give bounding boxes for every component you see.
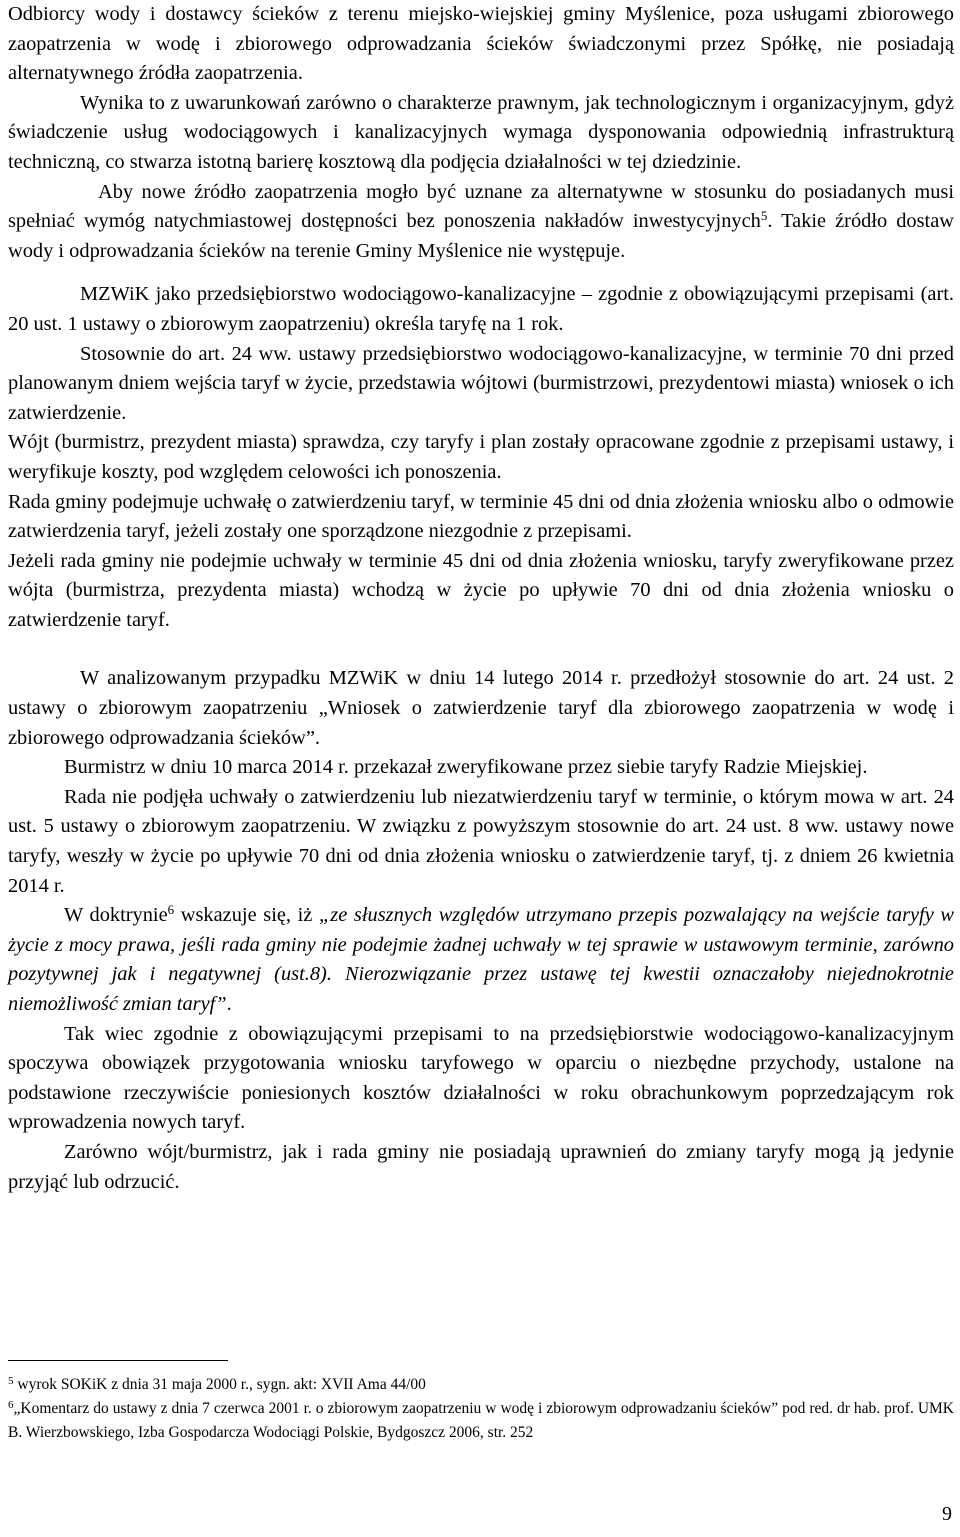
paragraph-11: Rada nie podjęła uchwały o zatwierdzeniu lub niezatwierdzeniu taryf w terminie, o którym mowa w art. 24 ust. 5 ustawy o zbiorowym zaopatrzeniu. W związku z powyższym stosownie do art. 24 ust. 8 ww. ustawy nowe taryfy, weszły w życie po upływie 70 dni od dnia złożenia wniosku o zatwierdzenie taryf, tj. z dniem 26 kwietnia 2014 r.: [8, 785, 954, 897]
paragraph-9: W analizowanym przypadku MZWiK w dniu 14 lutego 2014 r. przedłożył stosownie do art. 24 ust. 2 ustawy o zbiorowym zaopatrzeniu „Wniosek o zatwierdzenie taryf dla zbiorowego zaopatrzenia w wodę i zbiorowego odprowadzania ścieków”.: [8, 667, 954, 749]
footnote-5-text: wyrok SOKiK z dnia 31 maja 2000 r., sygn. akt: XVII Ama 44/00: [13, 1376, 426, 1393]
document-body: [8, 0, 954, 1197]
paragraph-14: Zarówno wójt/burmistrz, jak i rada gminy nie posiadają uprawnień do zmiany taryfy mogą ją jedynie przyjąć lub odrzucić.: [8, 1140, 954, 1193]
footnote-6: [8, 1397, 954, 1445]
footnote-separator: [8, 1360, 228, 1361]
paragraph-5: Stosownie do art. 24 ww. ustawy przedsiębiorstwo wodociągowo-kanalizacyjne, w terminie 70 dni przed planowanym dniem wejścia taryf w życie, przedstawia wójtowi (burmistrzowi, prezydentowi miasta) wniosek o ich zatwierdzenie.: [8, 342, 954, 424]
doctrine-quote: „ze słusznych względów utrzymano przepis pozwalający na wejście taryfy w życie z mocy prawa, jeśli rada gminy nie podejmie żadnej uchwały w tej sprawie w ustawowym terminie, zarówno pozytywnej jak i negatywnej (ust.8). Nierozwiązanie przez ustawę tej kwestii oznaczałoby niejednokrotnie niemożliwość zmian taryf”: [8, 904, 954, 1015]
paragraph-8: Jeżeli rada gminy nie podejmie uchwały w terminie 45 dni od dnia złożenia wniosku, taryfy zweryfikowane przez wójta (burmistrza, prezydenta miasta) wchodzą w życie po upływie 70 dni od dnia złożenia wniosku o zatwierdzenie taryf.: [8, 549, 954, 631]
paragraph-1: Odbiorcy wody i dostawcy ścieków z terenu miejsko-wiejskiej gminy Myślenice, poza usługami zbiorowego zaopatrzenia w wodę i zbiorowego odprowadzania ścieków świadczonymi przez Spółkę, nie posiadają alternatywnego źródła zaopatrzenia.: [8, 3, 954, 85]
footnote-5: [8, 1373, 954, 1397]
footnote-ref-5: 5: [760, 208, 768, 224]
paragraph-10: Burmistrz w dniu 10 marca 2014 r. przekazał zweryfikowane przez siebie taryfy Radzie Miejskiej.: [64, 756, 868, 779]
paragraph-12-text-a: W doktrynie: [64, 904, 168, 927]
footnote-6-mark: 6: [8, 1399, 14, 1411]
paragraph-6: Wójt (burmistrz, prezydent miasta) sprawdza, czy taryfy i plan zostały opracowane zgodnie z przepisami ustawy, i weryfikuje koszty, pod względem celowości ich ponoszenia.: [8, 431, 954, 483]
paragraph-12: [8, 901, 954, 1019]
paragraph-3: [8, 178, 954, 267]
paragraph-12-text-b: wskazuje się, iż: [174, 904, 319, 927]
paragraph-12-text-c: .: [226, 993, 232, 1015]
paragraph-4: MZWiK jako przedsiębiorstwo wodociągowo-kanalizacyjne – zgodnie z obowiązującymi przepisami (art. 20 ust. 1 ustawy o zbiorowym zaopatrzeniu) określa taryfę na 1 rok.: [8, 283, 954, 335]
paragraph-7: Rada gminy podejmuje uchwałę o zatwierdzeniu taryf, w terminie 45 dni od dnia złożenia wniosku albo o odmowie zatwierdzenia taryf, jeżeli zostały one sporządzone niezgodnie z przepisami.: [8, 490, 954, 543]
paragraph-13: Tak wiec zgodnie z obowiązującymi przepisami to na przedsiębiorstwie wodociągowo-kanalizacyjnym spoczywa obowiązek przygotowania wniosku taryfowego w oparciu o niezbędne przychody, ustalone na podstawione rzeczywiście poniesionych kosztów działalności w roku obrachunkowym poprzedzającym rok wprowadzenia nowych taryf.: [8, 1022, 954, 1134]
footnote-6-text: „Komentarz do ustawy z dnia 7 czerwca 2001 r. o zbiorowym zaopatrzeniu w wodę i zbiorowym odprowadzaniu ścieków” pod red. dr hab. prof. UMK B. Wierzbowskiego, Izba Gospodarcza Wodociągi Polskie, Bydgoszcz 2006, str. 252: [8, 1400, 954, 1441]
footnote-ref-6: 6: [167, 902, 175, 918]
paragraph-3-text-b: . Takie źródło dostaw wody i odprowadzania ścieków na terenie Gminy Myślenice nie występuje.: [8, 210, 955, 262]
paragraph-3-text-a: Aby nowe źródło zaopatrzenia mogło być uznane za alternatywne w stosunku do posiadanych musi spełniać wymóg natychmiastowej dostępności bez ponoszenia nakładów inwestycyjnych: [8, 180, 954, 233]
footnotes: [8, 1373, 954, 1445]
paragraph-2: Wynika to z uwarunkowań zarówno o charakterze prawnym, jak technologicznym i organizacyjnym, gdyż świadczenie usług wodociągowych i kanalizacyjnych wymaga dysponowania odpowiednią infrastrukturą techniczną, co stwarza istotną barierę kosztową dla podjęcia działalności w tej dziedzinie.: [8, 91, 954, 173]
footnote-5-mark: 5: [8, 1375, 14, 1387]
page-number: 9: [942, 1503, 952, 1525]
